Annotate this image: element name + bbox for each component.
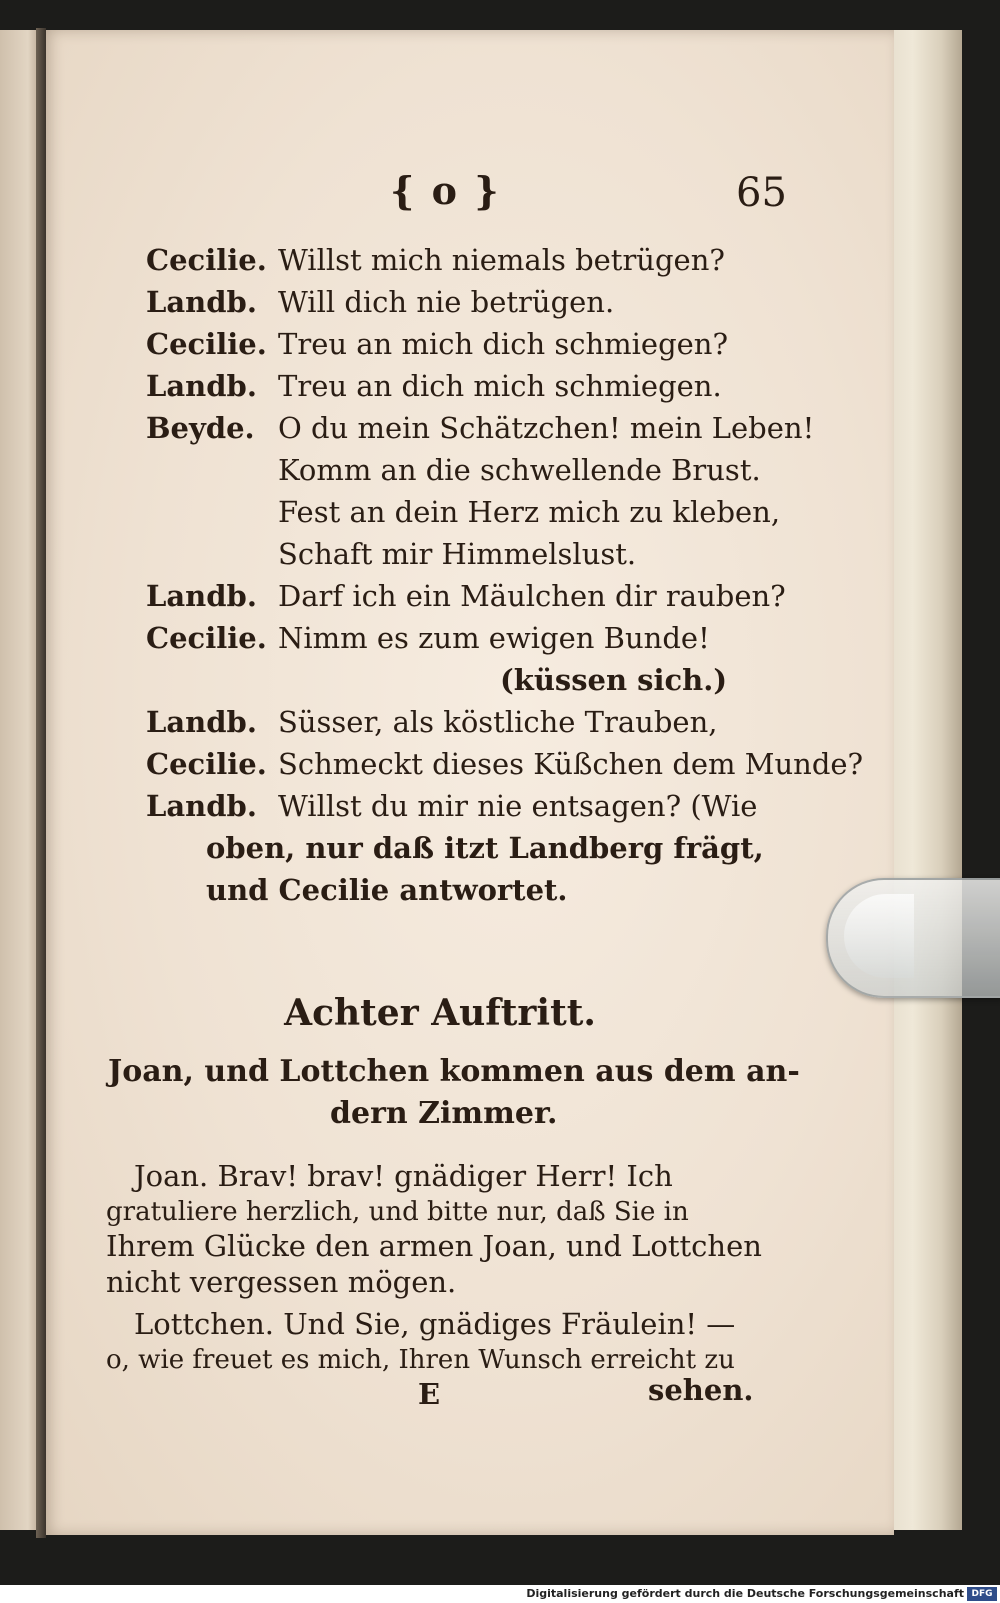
stage-direction-line: oben, nur daß itzt Landberg frägt, bbox=[206, 831, 764, 865]
speaker-name: Cecilie. bbox=[146, 327, 267, 361]
page-number: 65 bbox=[736, 170, 787, 216]
dialogue-line bbox=[278, 492, 780, 532]
prose-line: gratuliere herzlich, und bitte nur, daß Sie in bbox=[106, 1197, 689, 1227]
prose-line: Ihrem Glücke den armen Joan, und Lottchen bbox=[106, 1229, 762, 1263]
dialogue-text: (küssen sich.) bbox=[500, 663, 728, 697]
left-page-edge bbox=[0, 30, 40, 1530]
dialogue-line bbox=[278, 534, 636, 574]
dialogue-line bbox=[146, 576, 786, 616]
scene-heading: Achter Auftritt. bbox=[284, 992, 596, 1034]
speaker-name: Landb. bbox=[146, 789, 257, 823]
dialogue-line bbox=[146, 702, 718, 742]
dialogue-text: Treu an dich mich schmiegen. bbox=[278, 369, 722, 403]
speaker-name: Landb. bbox=[146, 705, 257, 739]
prose-line: Joan. Brav! brav! gnädiger Herr! Ich bbox=[134, 1159, 673, 1193]
dialogue-line bbox=[146, 618, 710, 658]
digitization-note: Digitalisierung gefördert durch die Deutsche Forschungsgemeinschaft bbox=[526, 1587, 964, 1600]
dialogue-text: Treu an mich dich schmiegen? bbox=[278, 327, 729, 361]
speaker-name: Landb. bbox=[146, 579, 257, 613]
dialogue-line bbox=[146, 366, 722, 406]
dialogue-text: Darf ich ein Mäulchen dir rauben? bbox=[278, 579, 786, 613]
book-gutter bbox=[36, 28, 46, 1538]
dialogue-text: Süsser, als köstliche Trauben, bbox=[278, 705, 718, 739]
page-clip-highlight bbox=[844, 894, 914, 978]
prose-line: nicht vergessen mögen. bbox=[106, 1265, 457, 1299]
dialogue-text: Willst du mir nie entsagen? (Wie bbox=[278, 789, 758, 823]
dialogue-text: Nimm es zum ewigen Bunde! bbox=[278, 621, 710, 655]
speaker-name: Landb. bbox=[146, 285, 257, 319]
prose-line: o, wie freuet es mich, Ihren Wunsch erreicht zu bbox=[106, 1345, 735, 1375]
speaker-name: Cecilie. bbox=[146, 747, 267, 781]
prose-line: Lottchen. Und Sie, gnädiges Fräulein! — bbox=[134, 1307, 736, 1341]
dialogue-line bbox=[146, 408, 815, 448]
speaker-name: Cecilie. bbox=[146, 621, 267, 655]
dialogue-line bbox=[278, 450, 761, 490]
dialogue-text: Fest an dein Herz mich zu kleben, bbox=[278, 495, 781, 529]
catchword: sehen. bbox=[648, 1373, 754, 1407]
speaker-name: Landb. bbox=[146, 369, 257, 403]
dialogue-line bbox=[146, 744, 864, 784]
dialogue-text: Komm an die schwellende Brust. bbox=[278, 453, 761, 487]
scene-subheading: Joan, und Lottchen kommen aus dem an- bbox=[108, 1054, 800, 1089]
header-ornament: { o } bbox=[390, 168, 501, 213]
dialogue-text: Schaft mir Himmelslust. bbox=[278, 537, 637, 571]
dialogue-text: Willst mich niemals betrügen? bbox=[278, 243, 725, 277]
speaker-name: Beyde. bbox=[146, 411, 255, 445]
scene-subheading: dern Zimmer. bbox=[330, 1096, 558, 1131]
signature-mark: E bbox=[418, 1377, 441, 1411]
dialogue-text: Will dich nie betrügen. bbox=[278, 285, 615, 319]
page-clip bbox=[826, 878, 1000, 998]
dialogue-text: Schmeckt dieses Küßchen dem Munde? bbox=[278, 747, 864, 781]
dialogue-line bbox=[146, 786, 758, 826]
stage-direction-kiss bbox=[500, 660, 727, 700]
speaker-name: Cecilie. bbox=[146, 243, 267, 277]
dialogue-line bbox=[146, 282, 615, 322]
dialogue-line bbox=[146, 324, 729, 364]
stage-direction-line: und Cecilie antwortet. bbox=[206, 873, 568, 907]
dialogue-text: O du mein Schätzchen! mein Leben! bbox=[278, 411, 815, 445]
dialogue-line bbox=[146, 240, 725, 280]
dfg-logo: DFG bbox=[967, 1587, 997, 1601]
